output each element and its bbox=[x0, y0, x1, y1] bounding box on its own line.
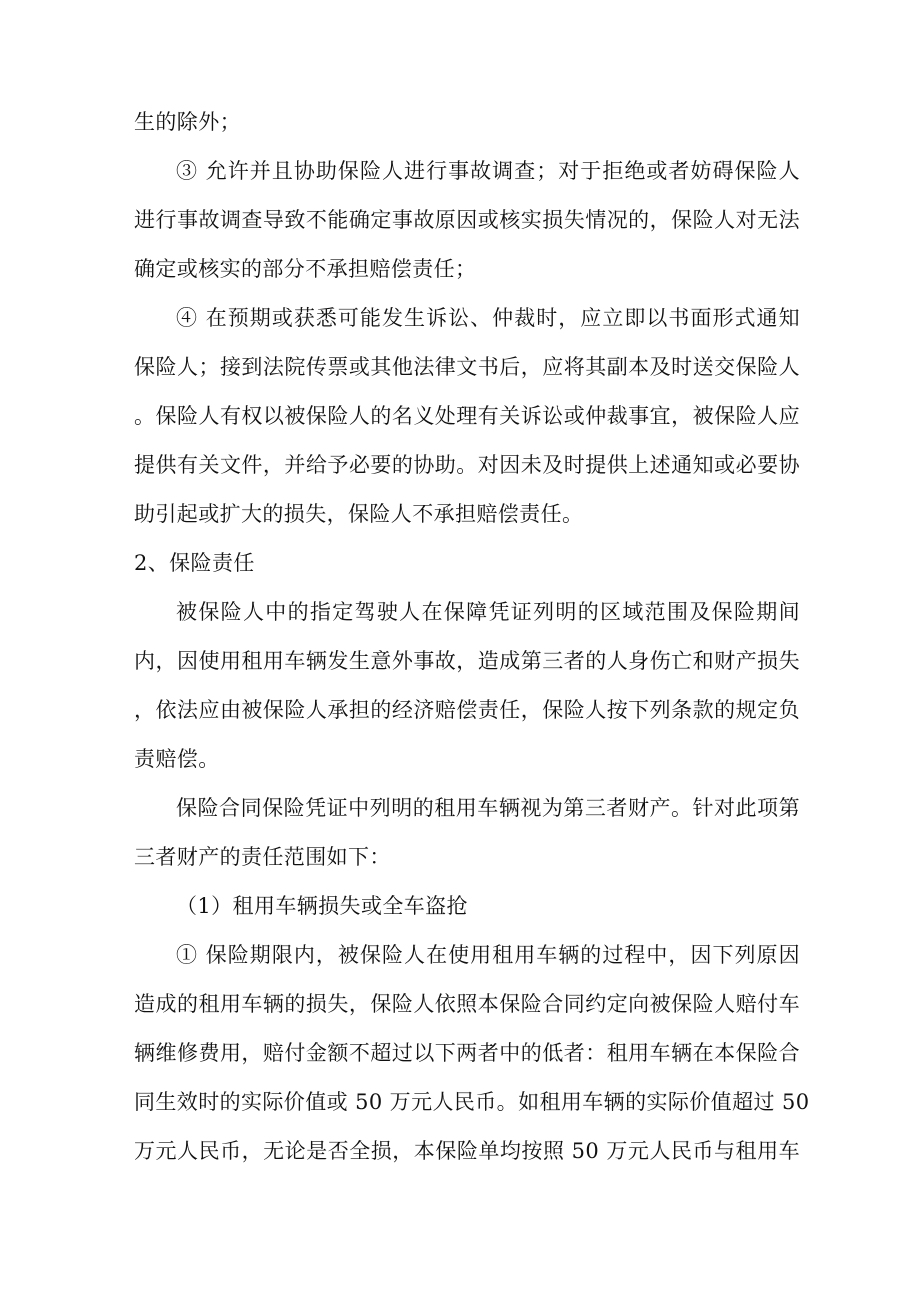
text-line: 内，因使用租用车辆发生意外事故，造成第三者的人身伤亡和财产损失 bbox=[134, 649, 800, 673]
text-line: 保险人；接到法院传票或其他法律文书后，应将其副本及时送交保险人 bbox=[134, 355, 800, 379]
text-line: ① 保险期限内，被保险人在使用租用车辆的过程中，因下列原因 bbox=[176, 943, 800, 967]
text-line: 造成的租用车辆的损失，保险人依照本保险合同约定向被保险人赔付车 bbox=[134, 992, 800, 1016]
text-line: ③ 允许并且协助保险人进行事故调查；对于拒绝或者妨碍保险人 bbox=[176, 159, 800, 183]
section-heading: 2、保险责任 bbox=[134, 551, 255, 575]
document-body bbox=[134, 98, 810, 1176]
text-line: ④ 在预期或获悉可能发生诉讼、仲裁时，应立即以书面形式通知 bbox=[176, 306, 800, 330]
text-line: 同生效时的实际价值或 50 万元人民币。如租用车辆的实际价值超过 50 bbox=[134, 1090, 810, 1114]
text-line: 万元人民币，无论是否全损，本保险单均按照 50 万元人民币与租用车 bbox=[134, 1139, 800, 1163]
text-line: 辆维修费用，赔付金额不超过以下两者中的低者：租用车辆在本保险合 bbox=[134, 1041, 800, 1065]
text-line: 提供有关文件，并给予必要的协助。对因未及时提供上述通知或必要协 bbox=[134, 453, 800, 477]
text-line: 确定或核实的部分不承担赔偿责任； bbox=[134, 257, 477, 281]
text-line: 三者财产的责任范围如下： bbox=[134, 845, 391, 869]
text-line: 保险合同保险凭证中列明的租用车辆视为第三者财产。针对此项第 bbox=[176, 796, 800, 820]
subsection-heading: （1）租用车辆损失或全车盗抢 bbox=[176, 894, 468, 918]
text-line: 。保险人有权以被保险人的名义处理有关诉讼或仲裁事宜，被保险人应 bbox=[134, 404, 800, 428]
text-line: 责赔偿。 bbox=[134, 747, 220, 771]
text-line: ，依法应由被保险人承担的经济赔偿责任，保险人按下列条款的规定负 bbox=[134, 698, 800, 722]
text-line: 生的除外； bbox=[134, 110, 241, 134]
text-line: 被保险人中的指定驾驶人在保障凭证列明的区域范围及保险期间 bbox=[176, 600, 800, 624]
text-line: 进行事故调查导致不能确定事故原因或核实损失情况的，保险人对无法 bbox=[134, 208, 800, 232]
text-line: 助引起或扩大的损失，保险人不承担赔偿责任。 bbox=[134, 502, 584, 526]
